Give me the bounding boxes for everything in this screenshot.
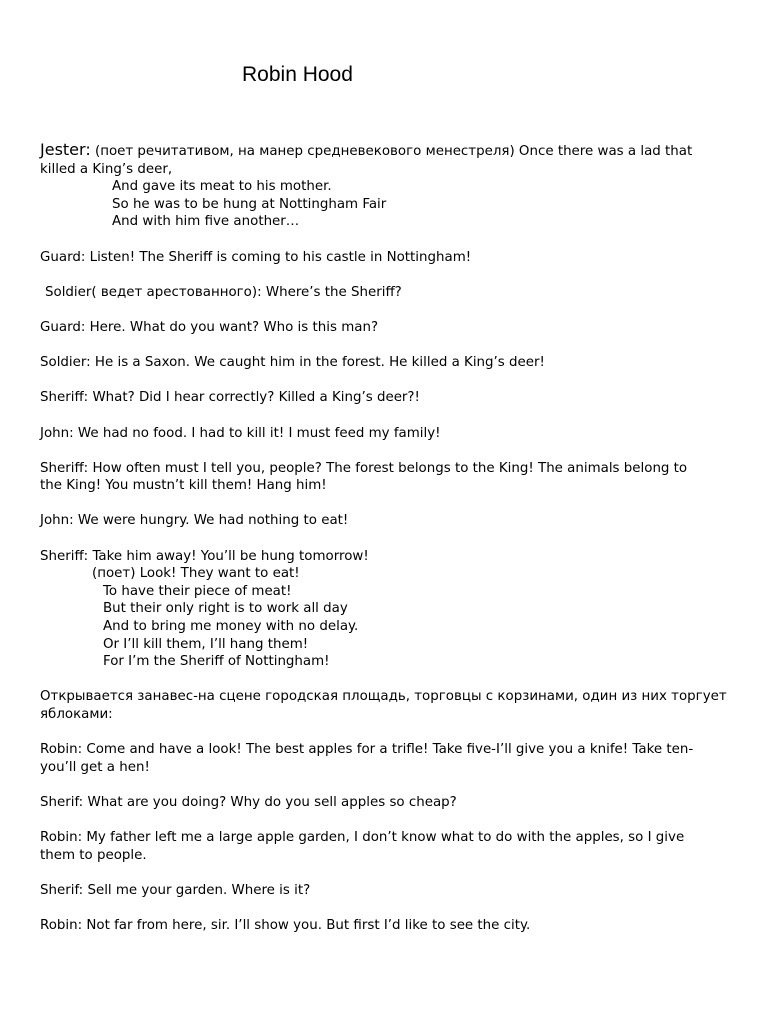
- guard-line: Guard: Here. What do you want? Who is this man?: [40, 319, 379, 335]
- john-line: John: We were hungry. We had nothing to eat!: [40, 513, 349, 529]
- jester-line-2: killed a King’s deer,: [40, 161, 173, 177]
- sheriff-line: the King! You mustn’t kill them! Hang him!: [40, 478, 327, 494]
- sheriff-song-line: But their only right is to work all day: [103, 601, 348, 617]
- stage-direction-line: яблоками:: [40, 707, 113, 722]
- jester-verse-line: And gave its meat to his mother.: [112, 179, 332, 195]
- robin-paragraph: [40, 829, 740, 864]
- soldier-line: Soldier( ведет арестованного): Where’s the Sheriff?: [45, 284, 402, 300]
- sheriff-line: Sheriff: Take him away! You’ll be hung tomorrow!: [40, 548, 369, 564]
- jester-verse-line: And with him five another…: [112, 214, 300, 230]
- sheriff-line: Sheriff: What? Did I hear correctly? Killed a King’s deer?!: [40, 390, 420, 406]
- soldier-line: Soldier: He is a Saxon. We caught him in the forest. He killed a King’s deer!: [40, 355, 545, 371]
- sheriff-song-line: Or I’ll kill them, I’ll hang them!: [103, 636, 309, 652]
- script-body: [40, 141, 740, 952]
- sheriff-song-line: (поет) Look! They want to eat!: [92, 566, 300, 582]
- sheriff-song-paragraph: [40, 548, 740, 671]
- jester-line-text: (поет речитативом, на манер средневекового менестреля) Once there was a lad that: [94, 144, 693, 159]
- guard-line: Guard: Listen! The Sheriff is coming to his castle in Nottingham!: [40, 249, 472, 265]
- jester-line: [40, 141, 740, 161]
- document-title: Robin Hood: [242, 63, 353, 86]
- sheriff-line: Sheriff: How often must I tell you, people? The forest belongs to the King! The animals belong to: [40, 460, 688, 476]
- robin-line: Robin: Not far from here, sir. I’ll show you. But first I’d like to see the city.: [40, 918, 531, 934]
- robin-paragraph: [40, 741, 740, 776]
- jester-paragraph: [40, 141, 740, 231]
- sheriff-song-line: For I’m the Sheriff of Nottingham!: [103, 654, 330, 670]
- stage-direction-line: Открывается занавес-на сцене городская площадь, торговцы с корзинами, один из них торгует: [40, 689, 727, 705]
- stage-direction: [40, 688, 740, 723]
- sheriff-paragraph: [40, 460, 740, 495]
- sheriff-song-line: And to bring me money with no delay.: [103, 619, 359, 635]
- jester-verse-line: So he was to be hung at Nottingham Fair: [112, 196, 387, 212]
- john-line: John: We had no food. I had to kill it! I must feed my family!: [40, 425, 441, 441]
- robin-line: Robin: Come and have a look! The best apples for a trifle! Take five-I’ll give you a knife! Take ten-: [40, 742, 694, 758]
- robin-line: you’ll get a hen!: [40, 759, 150, 775]
- jester-speaker: Jester:: [40, 140, 91, 159]
- sherif-line: Sherif: Sell me your garden. Where is it?: [40, 882, 311, 898]
- sherif-line: Sherif: What are you doing? Why do you sell apples so cheap?: [40, 794, 457, 810]
- robin-line: Robin: My father left me a large apple garden, I don’t know what to do with the apples, so I give: [40, 830, 685, 846]
- sheriff-song-line: To have their piece of meat!: [103, 583, 292, 599]
- robin-line: them to people.: [40, 847, 147, 863]
